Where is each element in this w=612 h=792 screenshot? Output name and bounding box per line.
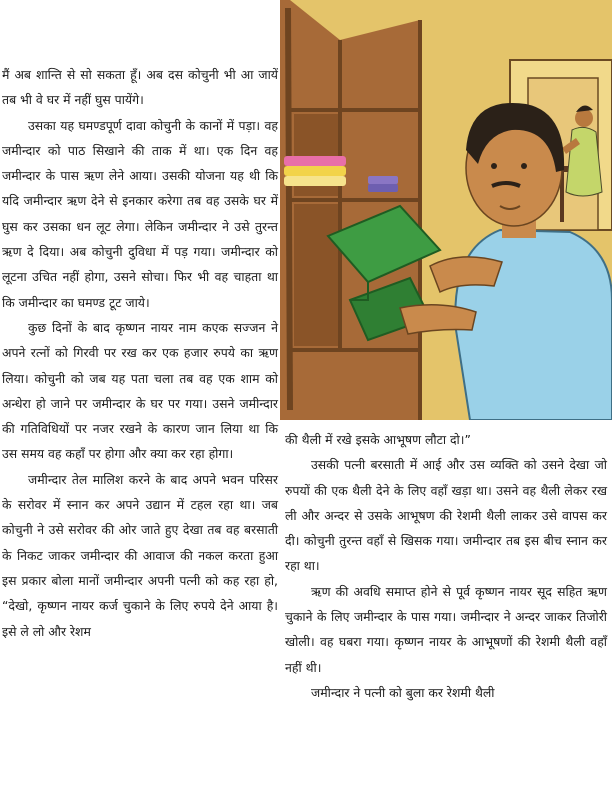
paragraph: कुछ दिनों के बाद कृष्णन नायर नाम कएक सज्जन ने अपने रत्नों को गिरवी पर रख कर एक हजार रुपये का ऋण लिया। कोचुनी को जब यह पता चला तब वह एक शाम को अन्धेरा हो जाने पर जमीन्दार के घर पर गया। उसने जमीन्दार की गतिविधियों पर नजर रखने के कारण जान लिया था कि उस समय वह कहाँ पर होगा और क्या कर रहा होगा। (2, 319, 278, 462)
text-column-right (285, 427, 607, 705)
paragraph: मैं अब शान्ति से सो सकता हूँ। अब दस कोचुनी भी आ जायें तब भी वे घर में नहीं घुस पायेंगे। (2, 67, 278, 108)
paragraph: जमीन्दार ने पत्नी को बुला कर रेशमी थैली (311, 684, 495, 700)
paragraph: की थैली में रखे इसके आभूषण लौटा दो।” (285, 432, 471, 447)
story-illustration (280, 0, 612, 420)
text-column-left (2, 62, 278, 644)
paragraph: उसका यह घमण्डपूर्ण दावा कोचुनी के कानों में पड़ा। वह जमीन्दार को पाठ सिखाने की ताक में था। एक दिन वह जमीन्दार के पास ऋण लेने आया। उसकी योजना यह थी कि यदि जमीन्दार ऋण देने से इनकार करेगा तब वह उसके घर में घुस कर उसका धन लूट लेगा। लेकिन जमीन्दार ने उसे तुरन्त ऋण दे दिया। अब कोचुनी दुविधा में पड़ गया। जमीन्दार को लूटना उचित नहीं होगा, उसने सोचा। फिर भी वह चाहता था कि जमीन्दार का घमण्ड टूट जाये। (2, 117, 278, 310)
paragraph: ऋण की अवधि समाप्त होने से पूर्व कृष्णन नायर सूद सहित ऋण चुकाने के लिए जमीन्दार के पास गया। जमीन्दार ने अन्दर जाकर तिजोरी खोली। वह घबरा गया। कृष्णन नायर के आभूषणों की रेशमी थैली वहाँ नहीं थी। (285, 583, 607, 675)
paragraph: जमीन्दार तेल मालिश करने के बाद अपने भवन परिसर के सरोवर में स्नान कर अपने उद्यान में टहल रहा था। जब कोचुनी ने उसे सरोवर की ओर जाते हुए देखा तब वह बरसाती के निकट जाकर जमीन्दार की आवाज की नकल करता हुआ इस प्रकार बोला मानों जमीन्दार अपनी पत्नी को कह रहा हो, “देखो, कृष्णन नायर कर्ज चुकाने के लिए रुपये देने आया है। इसे ले लो और रेशम (2, 471, 278, 639)
paragraph: उसकी पत्नी बरसाती में आई और उस व्यक्ति को उसने देखा जो रुपयों की एक थैली देने के लिए वहाँ खड़ा था। उसने वह थैली लेकर रख ली और अन्दर से उसके आभूषण की रेशमी थैली लाकर उसे वापस कर दी। कोचुनी तुरन्त वहाँ से खिसक गया। जमीन्दार तब इस बीच स्नान कर रहा था। (285, 457, 607, 574)
